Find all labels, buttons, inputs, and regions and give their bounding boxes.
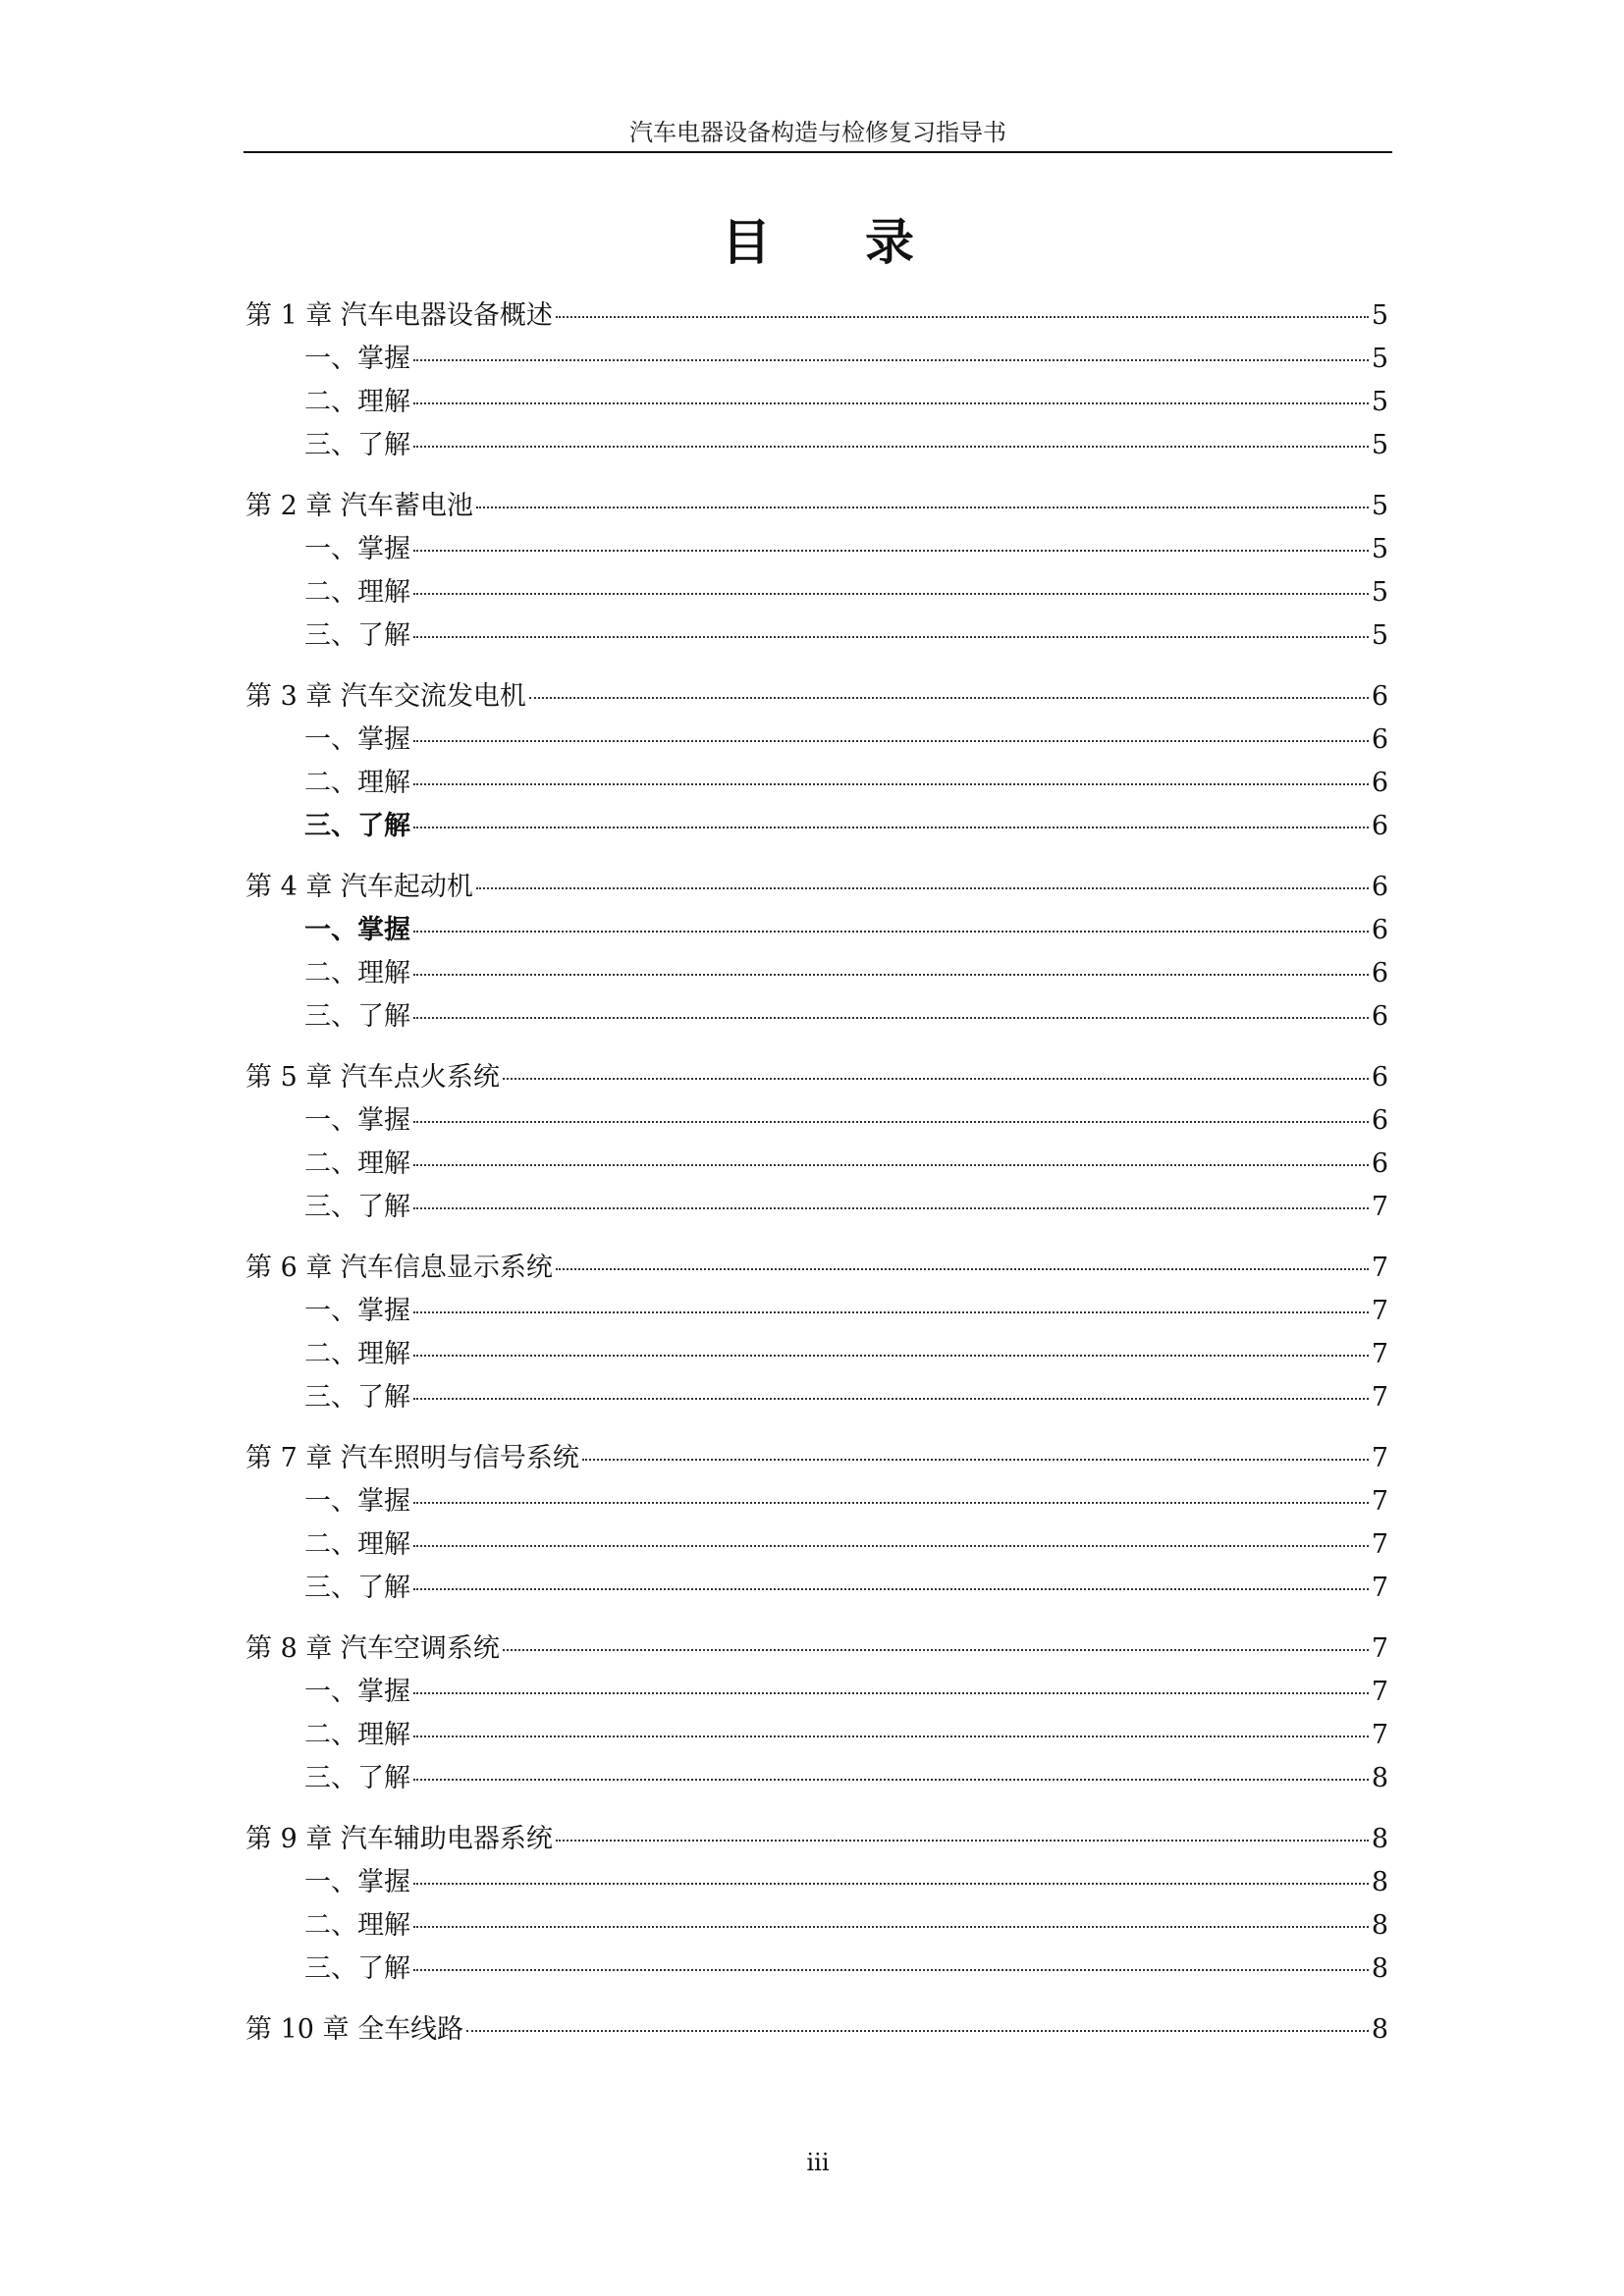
toc-entry-page: 5 [1371, 387, 1388, 417]
toc-entry-page: 8 [1371, 1824, 1388, 1854]
toc-entry-page: 7 [1371, 1573, 1388, 1603]
toc-entry-label: 三、了解 [304, 430, 410, 460]
toc-entry-page: 8 [1371, 1763, 1388, 1793]
toc-dot-leader [413, 740, 1369, 742]
toc-entry-label: 第 6 章 汽车信息显示系统 [245, 1253, 553, 1283]
toc-entry-label: 第 2 章 汽车蓄电池 [245, 491, 473, 521]
toc-dot-leader [413, 827, 1369, 828]
toc-entry-page: 5 [1371, 534, 1388, 564]
toc-chapter-entry[interactable] [245, 2012, 1388, 2048]
page-title: 目录 [722, 214, 1008, 271]
toc-chapter-entry[interactable] [245, 298, 1388, 334]
toc-entry-page: 6 [1371, 1105, 1388, 1136]
toc-dot-leader [413, 446, 1369, 448]
toc-dot-leader [503, 1078, 1369, 1080]
toc-dot-leader [413, 1017, 1369, 1019]
toc-section-entry[interactable] [304, 1337, 1388, 1372]
toc-entry-label: 一、掌握 [304, 1486, 410, 1517]
toc-entry-page: 7 [1371, 1633, 1388, 1664]
toc-section-entry[interactable] [304, 1761, 1388, 1796]
toc-section-entry[interactable] [304, 1675, 1388, 1710]
toc-dot-leader [413, 1735, 1369, 1737]
toc-entry-label: 一、掌握 [304, 724, 410, 755]
toc-dot-leader [413, 1883, 1369, 1885]
toc-chapter-entry[interactable] [245, 1822, 1388, 1857]
toc-entry-page: 7 [1371, 1443, 1388, 1473]
toc-section-entry[interactable] [304, 1103, 1388, 1139]
page-number: iii [806, 2149, 830, 2176]
toc-section-entry[interactable] [304, 1380, 1388, 1415]
toc-dot-leader [413, 1398, 1369, 1400]
toc-entry-label: 二、理解 [304, 768, 410, 798]
toc-entry-page: 6 [1371, 1148, 1388, 1179]
toc-entry-label: 一、掌握 [304, 534, 410, 564]
toc-entry-page: 8 [1371, 2014, 1388, 2045]
toc-section-entry[interactable] [304, 913, 1388, 948]
running-header: 汽车电器设备构造与检修复习指导书 [629, 119, 1006, 146]
toc-section-entry[interactable] [304, 809, 1388, 844]
toc-entry-label: 二、理解 [304, 1910, 410, 1941]
toc-entry-label: 第 8 章 汽车空调系统 [245, 1633, 500, 1664]
toc-entry-label: 第 4 章 汽车起动机 [245, 872, 473, 902]
toc-entry-page: 5 [1371, 620, 1388, 651]
toc-chapter-entry[interactable] [245, 1060, 1388, 1095]
toc-entry-page: 5 [1371, 300, 1388, 331]
toc-entry-label: 一、掌握 [304, 1105, 410, 1136]
toc-dot-leader [413, 1502, 1369, 1504]
toc-section-entry[interactable] [304, 428, 1388, 463]
toc-dot-leader [503, 1649, 1369, 1651]
toc-dot-leader [413, 974, 1369, 976]
toc-entry-label: 一、掌握 [304, 1677, 410, 1707]
toc-dot-leader [413, 1779, 1369, 1781]
toc-dot-leader [413, 1355, 1369, 1357]
toc-section-entry[interactable] [304, 956, 1388, 991]
toc-section-entry[interactable] [304, 1294, 1388, 1329]
toc-entry-page: 8 [1371, 1910, 1388, 1941]
toc-dot-leader [413, 636, 1369, 638]
toc-entry-page: 6 [1371, 915, 1388, 945]
toc-entry-page: 6 [1371, 724, 1388, 755]
toc-entry-page: 6 [1371, 1062, 1388, 1093]
toc-section-entry[interactable] [304, 1147, 1388, 1182]
toc-dot-leader [529, 697, 1369, 699]
toc-entry-label: 第 9 章 汽车辅助电器系统 [245, 1824, 553, 1854]
toc-section-entry[interactable] [304, 766, 1388, 801]
toc-chapter-entry[interactable] [245, 870, 1388, 905]
toc-chapter-entry[interactable] [245, 1631, 1388, 1667]
toc-dot-leader [413, 1121, 1369, 1123]
toc-entry-page: 7 [1371, 1529, 1388, 1560]
toc-entry-label: 二、理解 [304, 1148, 410, 1179]
toc-entry-label: 二、理解 [304, 577, 410, 608]
toc-entry-label: 第 5 章 汽车点火系统 [245, 1062, 500, 1093]
toc-section-entry[interactable] [304, 722, 1388, 758]
toc-entry-page: 7 [1371, 1253, 1388, 1283]
toc-dot-leader [556, 1268, 1369, 1270]
header-rule [244, 151, 1392, 153]
toc-dot-leader [413, 359, 1369, 361]
toc-section-entry[interactable] [304, 575, 1388, 611]
toc-entry-page: 7 [1371, 1339, 1388, 1369]
toc-entry-label: 三、了解 [304, 1763, 410, 1793]
toc-dot-leader [413, 1164, 1369, 1166]
toc-section-entry[interactable] [304, 999, 1388, 1035]
toc-entry-label: 一、掌握 [304, 1867, 410, 1897]
toc-dot-leader [413, 1692, 1369, 1694]
toc-section-entry[interactable] [304, 1951, 1388, 1987]
toc-entry-label: 二、理解 [304, 1339, 410, 1369]
toc-entry-label: 第 10 章 全车线路 [245, 2014, 464, 2045]
toc-dot-leader [413, 550, 1369, 552]
toc-entry-page: 7 [1371, 1677, 1388, 1707]
toc-dot-leader [556, 1840, 1369, 1842]
toc-entry-label: 三、了解 [304, 1192, 410, 1222]
toc-dot-leader [413, 931, 1369, 933]
toc-section-entry[interactable] [304, 618, 1388, 654]
toc-entry-label: 第 1 章 汽车电器设备概述 [245, 300, 553, 331]
toc-entry-label: 一、掌握 [304, 915, 410, 945]
toc-entry-label: 三、了解 [304, 1573, 410, 1603]
toc-dot-leader [582, 1459, 1369, 1461]
toc-entry-label: 三、了解 [304, 811, 410, 841]
toc-entry-page: 6 [1371, 1001, 1388, 1032]
toc-entry-page: 7 [1371, 1192, 1388, 1222]
toc-dot-leader [413, 593, 1369, 595]
toc-dot-leader [466, 2030, 1369, 2032]
toc-section-entry[interactable] [304, 532, 1388, 567]
toc-entry-page: 6 [1371, 872, 1388, 902]
toc-chapter-entry[interactable] [245, 1441, 1388, 1476]
toc-entry-label: 二、理解 [304, 387, 410, 417]
toc-section-entry[interactable] [304, 1908, 1388, 1944]
toc-entry-page: 5 [1371, 430, 1388, 460]
toc-section-entry[interactable] [304, 1865, 1388, 1900]
toc-dot-leader [413, 1969, 1369, 1971]
toc-entry-page: 7 [1371, 1486, 1388, 1517]
toc-dot-leader [556, 316, 1369, 318]
toc-dot-leader [413, 1311, 1369, 1313]
toc-entry-page: 6 [1371, 811, 1388, 841]
toc-section-entry[interactable] [304, 1571, 1388, 1606]
toc-entry-label: 二、理解 [304, 1529, 410, 1560]
toc-entry-label: 一、掌握 [304, 344, 410, 374]
toc-entry-page: 5 [1371, 344, 1388, 374]
toc-entry-label: 一、掌握 [304, 1296, 410, 1326]
toc-entry-label: 二、理解 [304, 958, 410, 988]
toc-dot-leader [413, 1207, 1369, 1209]
toc-entry-label: 三、了解 [304, 1382, 410, 1413]
toc-entry-page: 7 [1371, 1720, 1388, 1750]
toc-dot-leader [413, 1545, 1369, 1547]
toc-entry-page: 6 [1371, 768, 1388, 798]
toc-entry-page: 7 [1371, 1382, 1388, 1413]
toc-section-entry[interactable] [304, 1484, 1388, 1520]
toc-entry-page: 6 [1371, 681, 1388, 712]
toc-dot-leader [413, 783, 1369, 785]
toc-entry-label: 三、了解 [304, 1001, 410, 1032]
toc-entry-label: 三、了解 [304, 620, 410, 651]
toc-section-entry[interactable] [304, 1527, 1388, 1563]
toc-chapter-entry[interactable] [245, 679, 1388, 715]
toc-section-entry[interactable] [304, 1718, 1388, 1753]
toc-entry-label: 第 3 章 汽车交流发电机 [245, 681, 526, 712]
toc-section-entry[interactable] [304, 342, 1388, 377]
toc-dot-leader [413, 1588, 1369, 1590]
toc-dot-leader [476, 507, 1369, 508]
toc-entry-label: 二、理解 [304, 1720, 410, 1750]
toc-section-entry[interactable] [304, 385, 1388, 420]
toc-entry-page: 8 [1371, 1867, 1388, 1897]
toc-entry-label: 第 7 章 汽车照明与信号系统 [245, 1443, 579, 1473]
toc-dot-leader [413, 1926, 1369, 1928]
toc-dot-leader [476, 887, 1369, 889]
toc-dot-leader [413, 402, 1369, 404]
toc-entry-page: 8 [1371, 1953, 1388, 1984]
toc-chapter-entry[interactable] [245, 1251, 1388, 1286]
toc-entry-page: 6 [1371, 958, 1388, 988]
toc-entry-page: 7 [1371, 1296, 1388, 1326]
toc-entry-label: 三、了解 [304, 1953, 410, 1984]
toc-section-entry[interactable] [304, 1190, 1388, 1225]
toc-entry-page: 5 [1371, 491, 1388, 521]
toc-chapter-entry[interactable] [245, 489, 1388, 524]
toc-entry-page: 5 [1371, 577, 1388, 608]
